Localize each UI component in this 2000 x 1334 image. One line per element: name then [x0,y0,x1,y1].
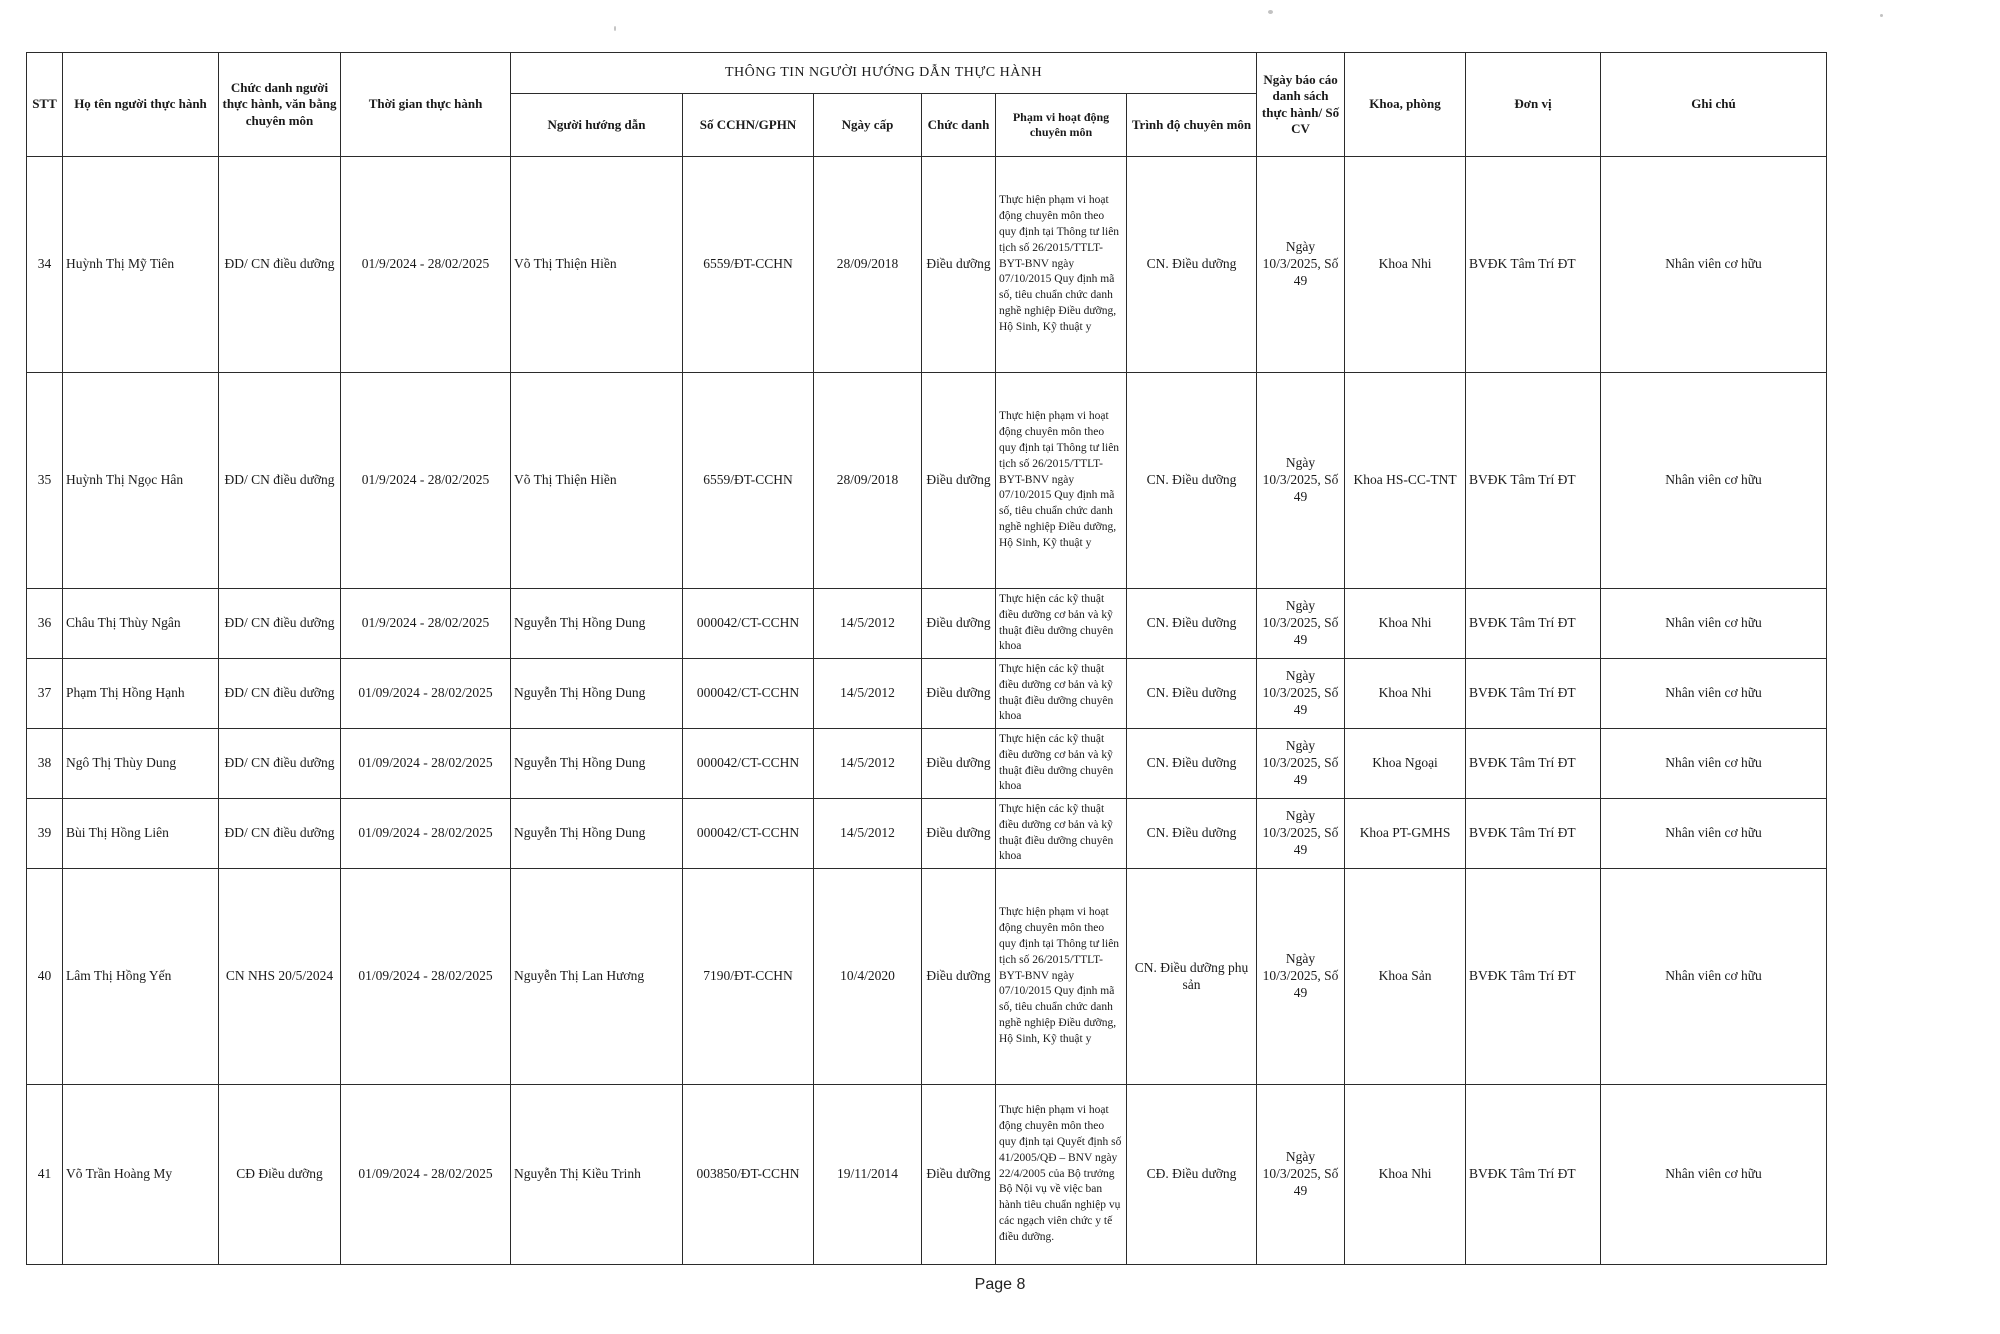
cell-khoa: Khoa HS-CC-TNT [1345,373,1466,589]
cell-pham-vi: Thực hiện phạm vi hoạt động chuyên môn theo quy định tại Thông tư liên tịch số 26/2015/TTLT-BYT-BNV ngày 07/10/2015 Quy định mã số, tiêu chuẩn chức danh nghề nghiệp Điều dưỡng, Hộ Sinh, Kỹ thuật y [996,157,1127,373]
cell-ho-ten: Ngô Thị Thùy Dung [63,729,219,799]
cell-stt: 41 [27,1085,63,1265]
cell-khoa: Khoa Nhi [1345,589,1466,659]
cell-so-cchn: 000042/CT-CCHN [683,729,814,799]
cell-so-cchn: 003850/ĐT-CCHN [683,1085,814,1265]
cell-thoi-gian: 01/09/2024 - 28/02/2025 [341,799,511,869]
scan-speck [614,26,616,31]
cell-pham-vi: Thực hiện các kỹ thuật điều dưỡng cơ bản và kỹ thuật điều dưỡng chuyên khoa [996,729,1127,799]
cell-ngay-cap: 14/5/2012 [814,729,922,799]
table-row [27,729,1827,799]
col-header-chuc-danh-nguoi-thuc-hanh: Chức danh người thực hành, văn bằng chuyên môn [219,53,341,157]
cell-thoi-gian: 01/9/2024 - 28/02/2025 [341,373,511,589]
cell-thoi-gian: 01/9/2024 - 28/02/2025 [341,157,511,373]
cell-chuc-danh: Điều dưỡng [922,729,996,799]
cell-chuc-danh-nth: ĐD/ CN điều dưỡng [219,659,341,729]
cell-pham-vi: Thực hiện phạm vi hoạt động chuyên môn theo quy định tại Thông tư liên tịch số 26/2015/TTLT-BYT-BNV ngày 07/10/2015 Quy định mã số, tiêu chuẩn chức danh nghề nghiệp Điều dưỡng, Hộ Sinh, Kỹ thuật y [996,373,1127,589]
cell-ho-ten: Huỳnh Thị Mỹ Tiên [63,157,219,373]
cell-ho-ten: Võ Trần Hoàng My [63,1085,219,1265]
cell-thoi-gian: 01/09/2024 - 28/02/2025 [341,869,511,1085]
cell-don-vi: BVĐK Tâm Trí ĐT [1466,869,1601,1085]
cell-nguoi-huong-dan: Nguyễn Thị Hồng Dung [511,729,683,799]
cell-thoi-gian: 01/09/2024 - 28/02/2025 [341,729,511,799]
cell-chuc-danh: Điều dưỡng [922,659,996,729]
cell-pham-vi: Thực hiện phạm vi hoạt động chuyên môn theo quy định tại Quyết định số 41/2005/QĐ – BNV ngày 22/4/2005 của Bộ trưởng Bộ Nội vụ về việc ban hành tiêu chuẩn nghiệp vụ các ngạch viên chức y tế điều dưỡng. [996,1085,1127,1265]
cell-khoa: Khoa PT-GMHS [1345,799,1466,869]
cell-chuc-danh: Điều dưỡng [922,373,996,589]
cell-ghi-chu: Nhân viên cơ hữu [1601,589,1827,659]
col-header-chuc-danh: Chức danh [922,94,996,157]
cell-pham-vi: Thực hiện các kỹ thuật điều dưỡng cơ bản và kỹ thuật điều dưỡng chuyên khoa [996,799,1127,869]
cell-so-cchn: 000042/CT-CCHN [683,589,814,659]
cell-pham-vi: Thực hiện các kỹ thuật điều dưỡng cơ bản và kỹ thuật điều dưỡng chuyên khoa [996,659,1127,729]
cell-nguoi-huong-dan: Nguyễn Thị Hồng Dung [511,659,683,729]
cell-chuc-danh: Điều dưỡng [922,869,996,1085]
cell-ngay-bao-cao: Ngày 10/3/2025, Số 49 [1257,729,1345,799]
cell-ngay-bao-cao: Ngày 10/3/2025, Số 49 [1257,157,1345,373]
cell-so-cchn: 6559/ĐT-CCHN [683,373,814,589]
cell-thoi-gian: 01/09/2024 - 28/02/2025 [341,1085,511,1265]
cell-chuc-danh-nth: ĐD/ CN điều dưỡng [219,799,341,869]
cell-nguoi-huong-dan: Võ Thị Thiện Hiền [511,157,683,373]
col-header-stt: STT [27,53,63,157]
cell-chuc-danh: Điều dưỡng [922,1085,996,1265]
cell-don-vi: BVĐK Tâm Trí ĐT [1466,799,1601,869]
col-header-ngay-bao-cao: Ngày báo cáo danh sách thực hành/ Số CV [1257,53,1345,157]
table-row [27,157,1827,373]
cell-nguoi-huong-dan: Nguyễn Thị Hồng Dung [511,589,683,659]
cell-ngay-bao-cao: Ngày 10/3/2025, Số 49 [1257,1085,1345,1265]
table-row [27,869,1827,1085]
cell-ngay-bao-cao: Ngày 10/3/2025, Số 49 [1257,373,1345,589]
cell-chuc-danh-nth: ĐD/ CN điều dưỡng [219,729,341,799]
cell-don-vi: BVĐK Tâm Trí ĐT [1466,729,1601,799]
cell-don-vi: BVĐK Tâm Trí ĐT [1466,1085,1601,1265]
cell-pham-vi: Thực hiện phạm vi hoạt động chuyên môn theo quy định tại Thông tư liên tịch số 26/2015/TTLT-BYT-BNV ngày 07/10/2015 Quy định mã số, tiêu chuẩn chức danh nghề nghiệp Điều dưỡng, Hộ Sinh, Kỹ thuật y [996,869,1127,1085]
cell-chuc-danh-nth: CN NHS 20/5/2024 [219,869,341,1085]
header-row-1 [27,53,1827,94]
cell-trinh-do: CN. Điều dưỡng [1127,589,1257,659]
cell-khoa: Khoa Nhi [1345,1085,1466,1265]
col-header-ho-ten: Họ tên người thực hành [63,53,219,157]
cell-chuc-danh-nth: ĐD/ CN điều dưỡng [219,157,341,373]
cell-thoi-gian: 01/09/2024 - 28/02/2025 [341,659,511,729]
table-row [27,373,1827,589]
cell-ho-ten: Huỳnh Thị Ngọc Hân [63,373,219,589]
cell-stt: 40 [27,869,63,1085]
cell-stt: 36 [27,589,63,659]
cell-stt: 37 [27,659,63,729]
col-header-don-vi: Đơn vị [1466,53,1601,157]
practice-register-sheet [26,52,1826,1265]
cell-ngay-bao-cao: Ngày 10/3/2025, Số 49 [1257,589,1345,659]
cell-don-vi: BVĐK Tâm Trí ĐT [1466,589,1601,659]
col-header-trinh-do: Trình độ chuyên môn [1127,94,1257,157]
cell-stt: 34 [27,157,63,373]
table-row [27,1085,1827,1265]
cell-khoa: Khoa Sản [1345,869,1466,1085]
cell-ghi-chu: Nhân viên cơ hữu [1601,157,1827,373]
col-header-khoa-phong: Khoa, phòng [1345,53,1466,157]
cell-ngay-cap: 14/5/2012 [814,799,922,869]
col-header-thoi-gian: Thời gian thực hành [341,53,511,157]
cell-pham-vi: Thực hiện các kỹ thuật điều dưỡng cơ bản và kỹ thuật điều dưỡng chuyên khoa [996,589,1127,659]
cell-nguoi-huong-dan: Nguyễn Thị Hồng Dung [511,799,683,869]
cell-trinh-do: CĐ. Điều dưỡng [1127,1085,1257,1265]
cell-nguoi-huong-dan: Nguyễn Thị Lan Hương [511,869,683,1085]
cell-ghi-chu: Nhân viên cơ hữu [1601,799,1827,869]
cell-ngay-cap: 14/5/2012 [814,589,922,659]
scan-speck [1268,10,1273,14]
cell-chuc-danh: Điều dưỡng [922,799,996,869]
cell-ngay-cap: 14/5/2012 [814,659,922,729]
cell-khoa: Khoa Nhi [1345,157,1466,373]
cell-stt: 35 [27,373,63,589]
cell-ghi-chu: Nhân viên cơ hữu [1601,729,1827,799]
cell-trinh-do: CN. Điều dưỡng [1127,157,1257,373]
cell-nguoi-huong-dan: Võ Thị Thiện Hiền [511,373,683,589]
cell-thoi-gian: 01/9/2024 - 28/02/2025 [341,589,511,659]
cell-chuc-danh-nth: ĐD/ CN điều dưỡng [219,373,341,589]
cell-stt: 39 [27,799,63,869]
cell-chuc-danh-nth: ĐD/ CN điều dưỡng [219,589,341,659]
cell-ho-ten: Lâm Thị Hồng Yến [63,869,219,1085]
cell-stt: 38 [27,729,63,799]
table-row [27,589,1827,659]
scan-speck [1880,14,1883,17]
cell-so-cchn: 000042/CT-CCHN [683,659,814,729]
table-row [27,799,1827,869]
cell-ho-ten: Châu Thị Thùy Ngân [63,589,219,659]
table-row [27,659,1827,729]
cell-trinh-do: CN. Điều dưỡng [1127,659,1257,729]
page-number: Page 8 [974,1276,1026,1293]
cell-ngay-cap: 28/09/2018 [814,373,922,589]
cell-don-vi: BVĐK Tâm Trí ĐT [1466,659,1601,729]
cell-nguoi-huong-dan: Nguyễn Thị Kiều Trinh [511,1085,683,1265]
col-header-ngay-cap: Ngày cấp [814,94,922,157]
cell-ho-ten: Bùi Thị Hồng Liên [63,799,219,869]
cell-ho-ten: Phạm Thị Hồng Hạnh [63,659,219,729]
cell-ghi-chu: Nhân viên cơ hữu [1601,1085,1827,1265]
col-header-so-cchn: Số CCHN/GPHN [683,94,814,157]
practice-register-table [26,52,1827,1265]
cell-ngay-bao-cao: Ngày 10/3/2025, Số 49 [1257,869,1345,1085]
cell-trinh-do: CN. Điều dưỡng phụ sản [1127,869,1257,1085]
cell-chuc-danh: Điều dưỡng [922,589,996,659]
col-header-nguoi-huong-dan: Người hướng dẫn [511,94,683,157]
cell-ghi-chu: Nhân viên cơ hữu [1601,869,1827,1085]
cell-trinh-do: CN. Điều dưỡng [1127,373,1257,589]
cell-so-cchn: 000042/CT-CCHN [683,799,814,869]
col-header-pham-vi: Phạm vi hoạt động chuyên môn [996,94,1127,157]
cell-ngay-cap: 10/4/2020 [814,869,922,1085]
cell-chuc-danh: Điều dưỡng [922,157,996,373]
cell-ngay-cap: 19/11/2014 [814,1085,922,1265]
cell-ngay-bao-cao: Ngày 10/3/2025, Số 49 [1257,659,1345,729]
cell-trinh-do: CN. Điều dưỡng [1127,799,1257,869]
cell-don-vi: BVĐK Tâm Trí ĐT [1466,157,1601,373]
cell-khoa: Khoa Nhi [1345,659,1466,729]
cell-ngay-cap: 28/09/2018 [814,157,922,373]
col-header-ghi-chu: Ghi chú [1601,53,1827,157]
cell-ghi-chu: Nhân viên cơ hữu [1601,659,1827,729]
cell-so-cchn: 7190/ĐT-CCHN [683,869,814,1085]
cell-ngay-bao-cao: Ngày 10/3/2025, Số 49 [1257,799,1345,869]
cell-so-cchn: 6559/ĐT-CCHN [683,157,814,373]
cell-ghi-chu: Nhân viên cơ hữu [1601,373,1827,589]
group-header-nguoi-huong-dan: THÔNG TIN NGƯỜI HƯỚNG DẪN THỰC HÀNH [511,53,1257,94]
cell-chuc-danh-nth: CĐ Điều dưỡng [219,1085,341,1265]
cell-trinh-do: CN. Điều dưỡng [1127,729,1257,799]
cell-don-vi: BVĐK Tâm Trí ĐT [1466,373,1601,589]
cell-khoa: Khoa Ngoại [1345,729,1466,799]
